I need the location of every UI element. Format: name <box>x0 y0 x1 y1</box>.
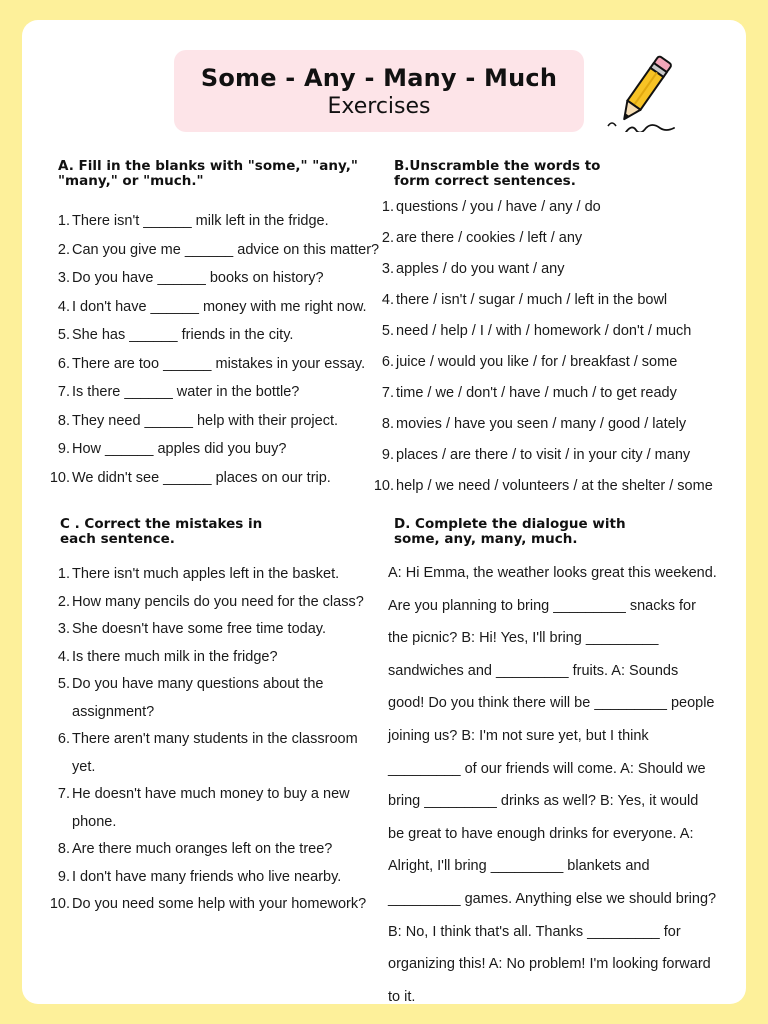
list-item <box>48 239 378 268</box>
item-text: Do you have ______ books on history? <box>72 270 324 286</box>
item-text: help / we need / volunteers / at the shelter / some <box>396 478 713 494</box>
item-number: 3. <box>381 261 394 277</box>
list-item <box>372 475 742 506</box>
list-item <box>48 726 368 781</box>
item-number: 1. <box>381 199 394 215</box>
item-text: I don't have ______ money with me right now. <box>72 298 367 315</box>
item-text: She doesn't have some free time today. <box>72 621 326 637</box>
section-b-heading: B.Unscramble the words to form correct sentences. <box>394 158 601 189</box>
item-text: He doesn't have much money to buy a new phone. <box>72 786 350 830</box>
list-item <box>48 410 378 439</box>
item-text: There isn't much apples left in the basket. <box>72 566 340 582</box>
section-d-dialogue: A: Hi Emma, the weather looks great this weekend. Are you planning to bring _________ snacks for the picnic? B: Hi! Yes, I'll bring _________ sandwiches and _________ fruits. A: Sounds good! Do you think there will be _________ people joining us? B: I'm not sure yet, but I think _________ of our friends will come. A: Should we bring _________ drinks as well? B: Yes, it would be great to have enough drinks for everyone. A: Alright, I'll bring _________ blankets and _________ games. Anything else we should bring? B: No, I think that's all. Thanks _________ for organizing this! A: No problem! I'm looking forward to it. <box>388 565 717 1005</box>
item-text: Do you have many questions about the assignment? <box>72 676 324 720</box>
item-number: 5. <box>57 676 70 692</box>
list-item <box>48 616 368 644</box>
list-item <box>48 467 378 496</box>
list-item <box>48 644 368 672</box>
item-number: 3. <box>57 270 70 286</box>
item-text: movies / have you seen / many / good / lately <box>396 416 687 432</box>
item-number: 7. <box>57 786 70 802</box>
list-item <box>48 781 368 836</box>
item-number: 8. <box>57 841 70 857</box>
item-text: We didn't see ______ places on our trip. <box>72 469 331 486</box>
item-text: Is there much milk in the fridge? <box>72 648 278 665</box>
list-item <box>48 381 378 410</box>
item-text: There isn't ______ milk left in the fridge. <box>72 213 329 229</box>
list-item <box>372 444 742 475</box>
title-banner <box>174 50 584 132</box>
item-text: juice / would you like / for / breakfast / some <box>396 354 678 370</box>
section-d-heading: D. Complete the dialogue with some, any, many, much. <box>394 516 626 547</box>
worksheet <box>22 20 746 1004</box>
item-number: 1. <box>57 566 70 582</box>
item-number: 9. <box>57 441 70 457</box>
item-text: I don't have many friends who live nearby. <box>72 868 342 885</box>
list-item <box>372 258 742 289</box>
item-number: 3. <box>57 621 70 637</box>
list-item <box>48 210 378 239</box>
item-text: places / are there / to visit / in your city / many <box>396 447 691 463</box>
item-number: 2. <box>57 241 70 258</box>
item-text: there / isn't / sugar / much / left in the bowl <box>396 292 668 308</box>
item-text: Is there ______ water in the bottle? <box>72 384 300 400</box>
item-text: How ______ apples did you buy? <box>72 441 287 457</box>
item-text: How many pencils do you need for the class? <box>72 593 364 610</box>
item-text: are there / cookies / left / any <box>396 230 583 246</box>
item-text: There aren't many students in the classroom yet. <box>72 731 358 775</box>
item-number: 6. <box>381 354 394 370</box>
item-text: Do you need some help with your homework? <box>72 896 367 912</box>
list-item <box>48 589 368 617</box>
list-item <box>372 289 742 320</box>
section-c-list <box>48 561 368 919</box>
list-item <box>48 864 368 892</box>
item-text: Are there much oranges left on the tree? <box>72 841 333 857</box>
item-number: 4. <box>381 292 394 308</box>
item-text: They need ______ help with their project. <box>72 412 339 429</box>
item-number: 5. <box>381 323 394 339</box>
list-item <box>48 267 378 296</box>
section-c-heading: C . Correct the mistakes in each sentence. <box>60 516 263 547</box>
item-number: 6. <box>57 355 70 372</box>
item-number: 9. <box>381 447 394 463</box>
section-b-list <box>372 196 742 506</box>
item-number: 7. <box>381 385 394 401</box>
list-item <box>372 382 742 413</box>
item-number: 1. <box>57 213 70 229</box>
item-number: 5. <box>57 327 70 343</box>
item-number: 8. <box>381 416 394 432</box>
section-a-heading: A. Fill in the blanks with "some," "any," "many," or "much." <box>58 158 358 189</box>
item-number: 4. <box>57 648 70 665</box>
item-number: 8. <box>57 412 70 429</box>
list-item <box>48 296 378 325</box>
list-item <box>372 320 742 351</box>
item-text: There are too ______ mistakes in your essay. <box>72 355 366 372</box>
item-number: 7. <box>57 384 70 400</box>
page-title: Some - Any - Many - Much <box>200 64 558 92</box>
item-number: 10. <box>373 478 394 494</box>
list-item <box>48 891 368 919</box>
item-text: She has ______ friends in the city. <box>72 327 294 343</box>
list-item <box>48 353 378 382</box>
list-item <box>372 196 742 227</box>
item-number: 6. <box>57 731 70 747</box>
item-number: 2. <box>57 593 70 610</box>
list-item <box>372 351 742 382</box>
pencil-icon <box>600 48 684 132</box>
item-number: 10. <box>49 469 70 486</box>
item-text: questions / you / have / any / do <box>396 199 601 215</box>
page-subtitle: Exercises <box>327 94 431 119</box>
item-text: apples / do you want / any <box>396 261 565 277</box>
list-item <box>48 324 378 353</box>
item-number: 2. <box>381 230 394 246</box>
section-a-list <box>48 210 378 495</box>
list-item <box>48 561 368 589</box>
item-text: need / help / I / with / homework / don't / much <box>396 323 692 339</box>
item-text: time / we / don't / have / much / to get ready <box>396 385 677 401</box>
item-number: 4. <box>57 298 70 315</box>
item-number: 9. <box>57 868 70 885</box>
list-item <box>372 227 742 258</box>
item-number: 10. <box>49 896 70 912</box>
list-item <box>48 836 368 864</box>
list-item <box>48 671 368 726</box>
list-item <box>48 438 378 467</box>
item-text: Can you give me ______ advice on this matter? <box>72 241 380 258</box>
list-item <box>372 413 742 444</box>
